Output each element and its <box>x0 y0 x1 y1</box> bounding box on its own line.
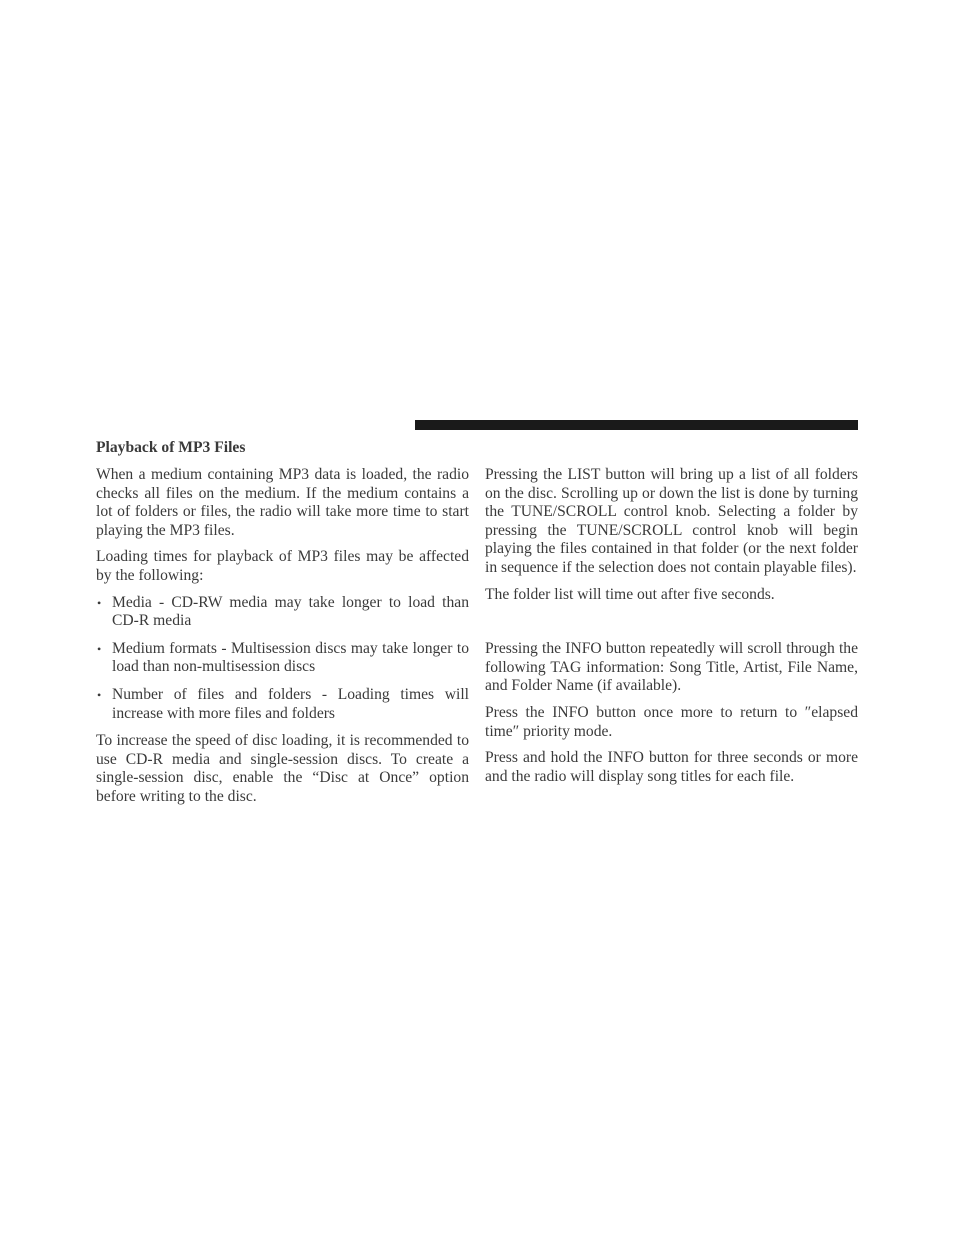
header-rule-bar <box>415 420 858 430</box>
paragraph-list-button: Pressing the LIST button will bring up a list of all folders on the disc. Scrolling up or down the list is done by turning the TUNE/SCROLL control knob. Selecting a folder by pressing the TUNE/SCROLL control knob will begin playing the files contained in that folder (or the next folder in sequence if the selection does not contain playable files). <box>485 466 858 576</box>
list-item <box>96 640 469 677</box>
list-item <box>96 686 469 723</box>
paragraph-info-button: Pressing the INFO button repeatedly will scroll through the following TAG information: Song Title, Artist, File Name, and Folder Name (if available). <box>485 640 858 695</box>
left-column <box>96 438 469 815</box>
paragraph-folder-timeout: The folder list will time out after five seconds. <box>485 585 775 603</box>
paragraph-loading-times: Loading times for playback of MP3 files may be affected by the following: <box>96 548 469 584</box>
right-column <box>485 466 858 794</box>
section-heading: Playback of MP3 Files <box>96 439 246 456</box>
paragraph-elapsed-time: Press the INFO button once more to return to ″elapsed time″ priority mode. <box>485 703 858 740</box>
list-item-text: Number of files and folders - Loading times will increase with more files and folders <box>112 685 469 722</box>
paragraph-disc-speed: To increase the speed of disc loading, it is recommended to use CD-R media and single-session discs. To create a single-session disc, enable the “Disc at Once” option before writing to the disc. <box>96 732 469 805</box>
paragraph-mp3-loading: When a medium containing MP3 data is loaded, the radio checks all files on the medium. If the medium contains a lot of folders or files, the radio will take more time to start playing the MP3 files. <box>96 466 469 539</box>
section-spacer <box>485 612 858 640</box>
bullet-icon: • <box>97 595 102 610</box>
bullet-icon: • <box>97 687 102 702</box>
paragraph-song-titles: Press and hold the INFO button for three seconds or more and the radio will display song titles for each file. <box>485 749 858 785</box>
bullet-icon: • <box>97 641 102 656</box>
list-item <box>96 594 469 631</box>
list-item-text: Medium formats - Multisession discs may take longer to load than non-multisession discs <box>112 639 469 676</box>
bullet-list <box>96 594 469 724</box>
list-item-text: Media - CD-RW media may take longer to load than CD-R media <box>112 593 469 630</box>
